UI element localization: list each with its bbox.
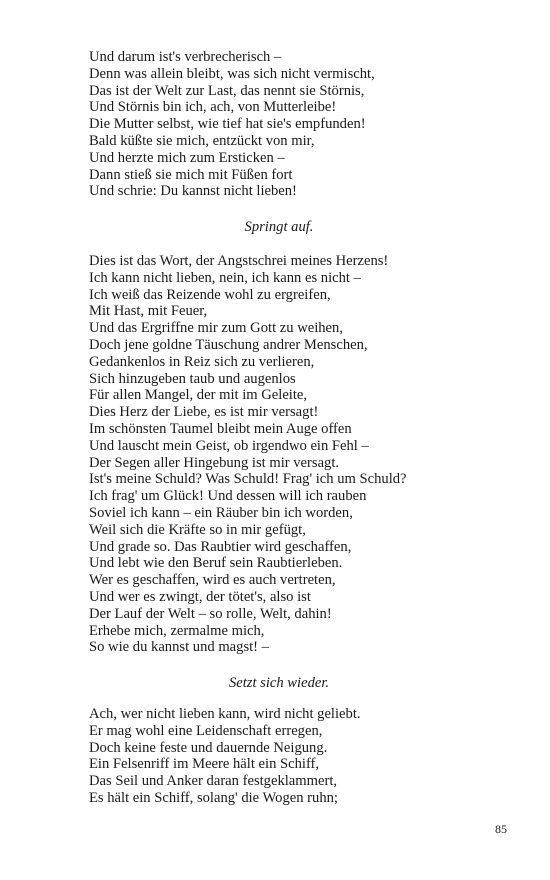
verse-stanza-2 (89, 253, 509, 656)
verse-line: Erhebe mich, zermalme mich, (89, 622, 265, 639)
verse-line: So wie du kannst und magst! – (89, 639, 269, 656)
verse-line: Und schrie: Du kannst nicht lieben! (89, 183, 297, 200)
verse-line: Im schönsten Taumel bleibt mein Auge offen (89, 420, 352, 437)
verse-line: Mit Hast, mit Feuer, (89, 303, 208, 320)
verse-line: Und Störnis bin ich, ach, von Mutterleibe! (89, 99, 337, 116)
verse-line: Dies ist das Wort, der Angstschrei meines Herzens! (89, 253, 389, 269)
verse-line: Das ist der Welt zur Last, das nennt sie Störnis, (89, 82, 365, 99)
verse-line: Der Lauf der Welt – so rolle, Welt, dahin! (89, 605, 332, 622)
verse-line: Denn was allein bleibt, was sich nicht vermischt, (89, 65, 375, 82)
verse-line: Ich frag' um Glück! Und dessen will ich rauben (89, 488, 367, 505)
verse-line: Dies Herz der Liebe, es ist mir versagt! (89, 404, 319, 421)
stage-direction-setzt-sich-wieder: Setzt sich wieder. (228, 675, 330, 691)
verse-stanza-3 (89, 706, 509, 807)
verse-line: Und lebt wie den Beruf sein Raubtierleben. (89, 555, 343, 572)
verse-line: Und grade so. Das Raubtier wird geschaffen, (89, 538, 352, 555)
verse-line: Er mag wohl eine Leidenschaft erregen, (89, 722, 323, 739)
page-number: 85 (495, 822, 507, 836)
verse-line: Soviel ich kann – ein Räuber bin ich worden, (89, 504, 353, 521)
verse-line: Für allen Mangel, der mit im Geleite, (89, 387, 308, 404)
verse-line: Bald küßte sie mich, entzückt von mir, (89, 132, 315, 149)
verse-line: Und darum ist's verbrecherisch – (89, 49, 282, 65)
verse-line: Ist's meine Schuld? Was Schuld! Frag' ich um Schuld? (89, 471, 407, 488)
verse-line: Der Segen aller Hingebung ist mir versagt. (89, 454, 340, 471)
verse-line: Weil sich die Kräfte so in mir gefügt, (89, 521, 306, 538)
verse-line: Gedankenlos in Reiz sich zu verlieren, (89, 353, 315, 370)
verse-line: Ich weiß das Reizende wohl zu ergreifen, (89, 286, 331, 303)
verse-line: Das Seil und Anker daran festgeklammert, (89, 773, 338, 790)
verse-line: Wer es geschaffen, wird es auch vertreten, (89, 572, 336, 589)
verse-line: Und lauscht mein Geist, ob irgendwo ein Fehl – (89, 437, 369, 454)
verse-line: Die Mutter selbst, wie tief hat sie's empfunden! (89, 116, 366, 133)
verse-line: Es hält ein Schiff, solang' die Wogen ruhn; (89, 789, 338, 806)
stage-direction-springt-auf: Springt auf. (244, 219, 314, 235)
verse-line: Doch jene goldne Täuschung andrer Menschen, (89, 336, 368, 353)
verse-line: Und herzte mich zum Ersticken – (89, 149, 285, 166)
verse-line: Doch keine feste und dauernde Neigung. (89, 739, 328, 756)
verse-line: Und wer es zwingt, der tötet's, also ist (89, 588, 311, 605)
verse-line: Ich kann nicht lieben, nein, ich kann es nicht – (89, 269, 361, 286)
verse-stanza-1 (89, 49, 509, 200)
verse-line: Ein Felsenriff im Meere hält ein Schiff, (89, 756, 320, 773)
verse-line: Dann stieß sie mich mit Füßen fort (89, 166, 293, 183)
verse-line: Ach, wer nicht lieben kann, wird nicht geliebt. (89, 706, 361, 722)
verse-line: Sich hinzugeben taub und augenlos (89, 370, 296, 387)
verse-line: Und das Ergriffne mir zum Gott zu weihen, (89, 320, 343, 337)
